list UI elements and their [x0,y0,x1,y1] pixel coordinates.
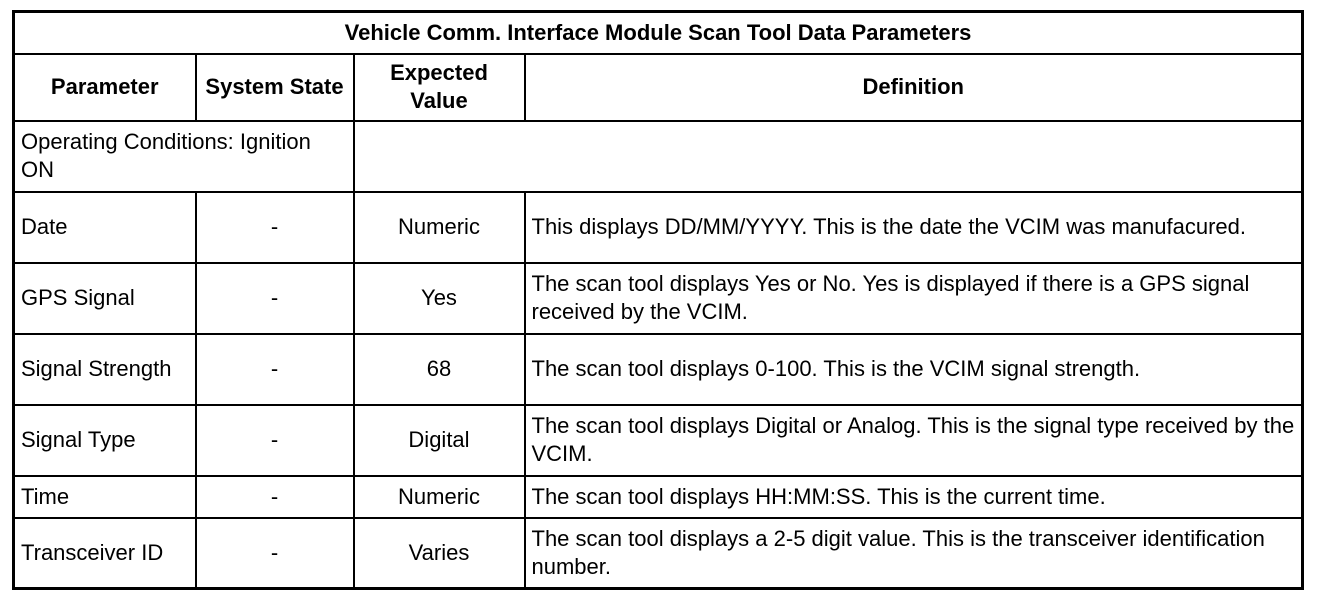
operating-conditions: Operating Conditions: Ignition ON [14,121,354,192]
table-row [14,518,1303,589]
row-expected-value: Numeric [354,476,525,518]
table-row [14,476,1303,518]
row-definition: The scan tool displays Yes or No. Yes is displayed if there is a GPS signal received by the VCIM. [525,263,1303,334]
row-expected-value: Varies [354,518,525,589]
row-parameter: Signal Strength [14,334,196,405]
row-system-state: - [196,334,354,405]
row-parameter: Time [14,476,196,518]
row-parameter: Date [14,192,196,263]
row-system-state: - [196,405,354,476]
column-header-parameter: Parameter [14,54,196,121]
table-row [14,263,1303,334]
operating-conditions-blank [354,121,1303,192]
column-header-definition: Definition [525,54,1303,121]
operating-conditions-row [14,121,1303,192]
table-title: Vehicle Comm. Interface Module Scan Tool Data Parameters [14,12,1303,54]
table-header-row [14,54,1303,121]
table-row [14,334,1303,405]
table-title-row [14,12,1303,54]
row-expected-value: Numeric [354,192,525,263]
scan-tool-data-table [12,10,1304,590]
row-parameter: Signal Type [14,405,196,476]
table-row [14,192,1303,263]
column-header-system-state: System State [196,54,354,121]
row-system-state: - [196,476,354,518]
row-definition: The scan tool displays a 2-5 digit value. This is the transceiver identification number. [525,518,1303,589]
column-header-expected-value: Expected Value [354,54,525,121]
row-definition: The scan tool displays HH:MM:SS. This is the current time. [525,476,1303,518]
row-definition: The scan tool displays 0-100. This is the VCIM signal strength. [525,334,1303,405]
row-expected-value: Yes [354,263,525,334]
row-expected-value: Digital [354,405,525,476]
row-parameter: GPS Signal [14,263,196,334]
row-system-state: - [196,192,354,263]
row-expected-value: 68 [354,334,525,405]
row-definition: The scan tool displays Digital or Analog. This is the signal type received by the VCIM. [525,405,1303,476]
table-row [14,405,1303,476]
row-system-state: - [196,518,354,589]
row-system-state: - [196,263,354,334]
row-definition: This displays DD/MM/YYYY. This is the date the VCIM was manufacured. [525,192,1303,263]
row-parameter: Transceiver ID [14,518,196,589]
